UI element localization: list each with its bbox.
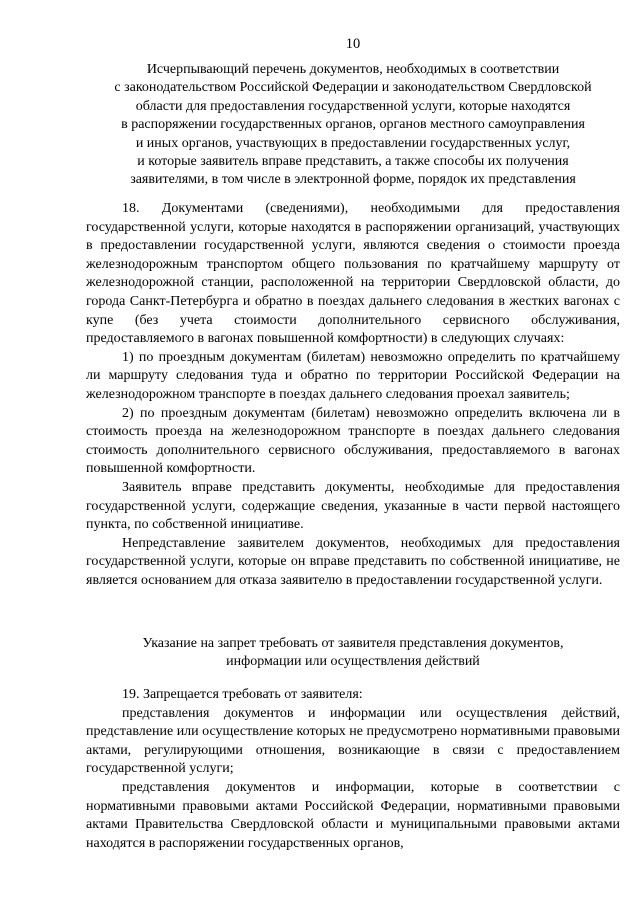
paragraph-19-item-2: представления документов и информации, которые в соответствии с нормативными правовыми актами Российской Федерации, нормативными правовыми актами Правительства Свердловской области и муниципальными правовыми актами находятся в распоряжении государственных органов,	[86, 779, 620, 851]
heading-line: информации или осуществления действий	[226, 654, 480, 670]
section-body-prohibition	[86, 686, 620, 853]
heading-line: Указание на запрет требовать от заявителя представления документов,	[142, 636, 564, 651]
heading-line: и которые заявитель вправе представить, а также способы их получения	[137, 154, 569, 170]
paragraph-18-item-1: 1) по проездным документам (билетам) невозможно определить по кратчайшему ли маршруту следования туда и обратно по территории Российской Федерации на железнодорожном транспорте в поездах дальнего следования проехал заявитель;	[86, 349, 620, 402]
heading-line: области для предоставления государственной услуги, которые находятся	[135, 98, 571, 114]
paragraph-18-applicant-right: Заявитель вправе представить документы, необходимые для предоставления государственной услуги, содержащие сведения, указанные в части первой настоящего пункта, по собственной инициативе.	[86, 479, 620, 533]
heading-line: Исчерпывающий перечень документов, необходимых в соответствии	[146, 62, 560, 77]
paragraph-19: 19. Запрещается требовать от заявителя:	[122, 687, 363, 702]
section-heading-documents	[86, 61, 620, 190]
paragraph-18-non-submission: Непредставление заявителем документов, необходимых для предоставления государственной услуги, которые он вправе представить по собственной инициативе, не является основанием для отказа заявителю в предоставлении государственной услуги.	[86, 535, 620, 588]
paragraph-19-item-1: представления документов и информации или осуществления действий, представление или осуществление которых не предусмотрено нормативными правовыми актами, регулирующими отношения, возникающие в связи с предоставлением государственной услуги;	[86, 705, 620, 777]
heading-line: и иных органов, участвующих в предоставлении государственных услуг,	[135, 135, 571, 151]
heading-line: в распоряжении государственных органов, органов местного самоуправления	[121, 117, 585, 133]
heading-line: с законодательством Российской Федерации и законодательством Свердловской	[114, 80, 592, 96]
paragraph-18-item-2: 2) по проездным документам (билетам) невозможно определить включена ли в стоимость проезда на железнодорожном транспорте в поездах дальнего следования стоимость дополнительного сервисного обслуживания, предоставляемого в вагонах повышенной комфортности.	[86, 405, 620, 477]
page-number: 10	[345, 36, 361, 52]
paragraph-18: 18. Документами (сведениями), необходимыми для предоставления государственной услуги, которые находятся в распоряжении организаций, участвующих в предоставлении государственной услуги, являются сведения о стоимости проезда железнодорожным транспортом общего пользования по кратчайшему маршруту от железнодорожной станции, расположенной на территории Свердловской области, до города Санкт-Петербурга и обратно в поездах дальнего следования в жестких вагонах с купе (без учета стоимости дополнительного сервисного обслуживания, предоставляемого в вагонах повышенной комфортности) в следующих случаях:	[86, 201, 620, 347]
heading-line: заявителями, в том числе в электронной форме, порядок их представления	[130, 172, 576, 188]
section-heading-prohibition	[86, 635, 620, 672]
section-body-documents	[86, 200, 620, 590]
